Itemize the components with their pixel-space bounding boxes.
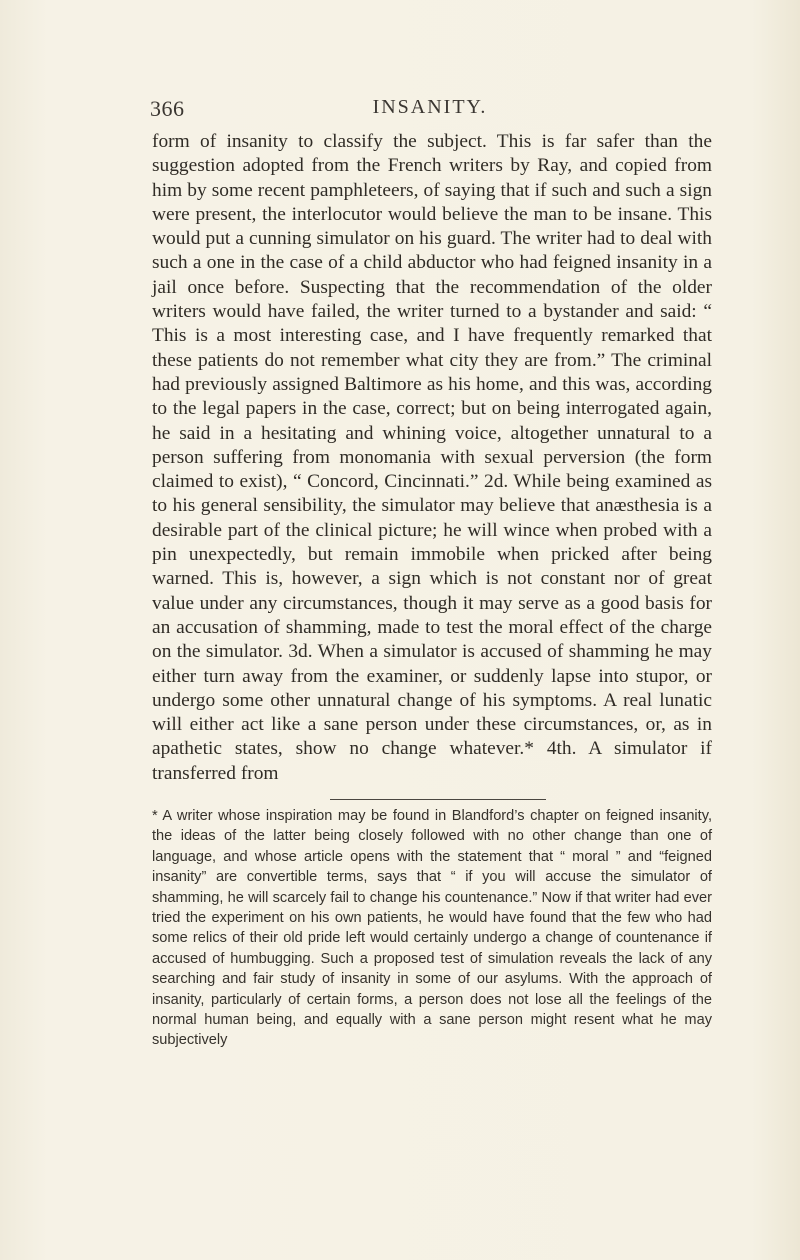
footnote-text: * A writer whose inspiration may be found in Blandford’s chapter on feigned insanity, the ideas of the latter being closely followed with no other change than one of language, and whose article opens with the statement that “ moral ” and “feigned insanity” are convertible terms, says that “ if you will accuse the simulator of shamming, he will scarcely fail to change his countenance.” Now if that writer had ever tried the experiment on his own patients, he would have found that the few who had some relics of their old pride left would certainly undergo a change of countenance if accused of humbugging. Such a proposed test of simulation reveals the lack of any searching and fair study of insanity in some of our asylums. With the approach of insanity, particularly of certain forms, a person does not lose all the feelings of the normal human being, and equally with a sane person might resent what he may subjectively	[152, 808, 712, 1049]
body-paragraph: form of insanity to classify the subject. This is far safer than the suggestion adopted from the French writers by Ray, and copied from him by some recent pamphleteers, of saying that if such and such a sign were present, the interlocutor would believe the man to be insane. This would put a cunning simulator on his guard. The writer had to deal with such a one in the case of a child abductor who had feigned insanity in a jail once before. Suspecting that the recommendation of the older writers would have failed, the writer turned to a bystander and said: “ This is a most interesting case, and I have frequently remarked that these patients do not remember what city they are from.” The criminal had previously assigned Baltimore as his home, and this was, according to the legal papers in the case, correct; but on being interrogated again, he said in a hesitating and whining voice, altogether unnatural to a person suffering from monomania with sexual perversion (the form claimed to exist), “ Concord, Cincinnati.” 2d. While being examined as to his general sensibility, the simulator may believe that anæsthesia is a desirable part of the clinical picture; he will wince when probed with a pin unexpectedly, but remain immobile when pricked after being warned. This is, however, a sign which is not constant nor of great value under any circumstances, though it may serve as a good basis for an accusation of shamming, made to test the moral effect of the charge on the simulator. 3d. When a simulator is accused of shamming he may either turn away from the examiner, or suddenly lapse into stupor, or undergo some other unnatural change of his symptoms. A real lunatic will either act like a sane person under these circumstances, or, as in apathetic states, show no change whatever.* 4th. A simulator if transferred from	[152, 131, 712, 784]
page-header	[150, 96, 710, 122]
running-head: INSANITY.	[372, 96, 488, 118]
main-text	[152, 130, 712, 786]
footnote	[152, 806, 712, 1051]
footnote-divider	[330, 799, 546, 800]
page-number: 366	[150, 96, 185, 121]
